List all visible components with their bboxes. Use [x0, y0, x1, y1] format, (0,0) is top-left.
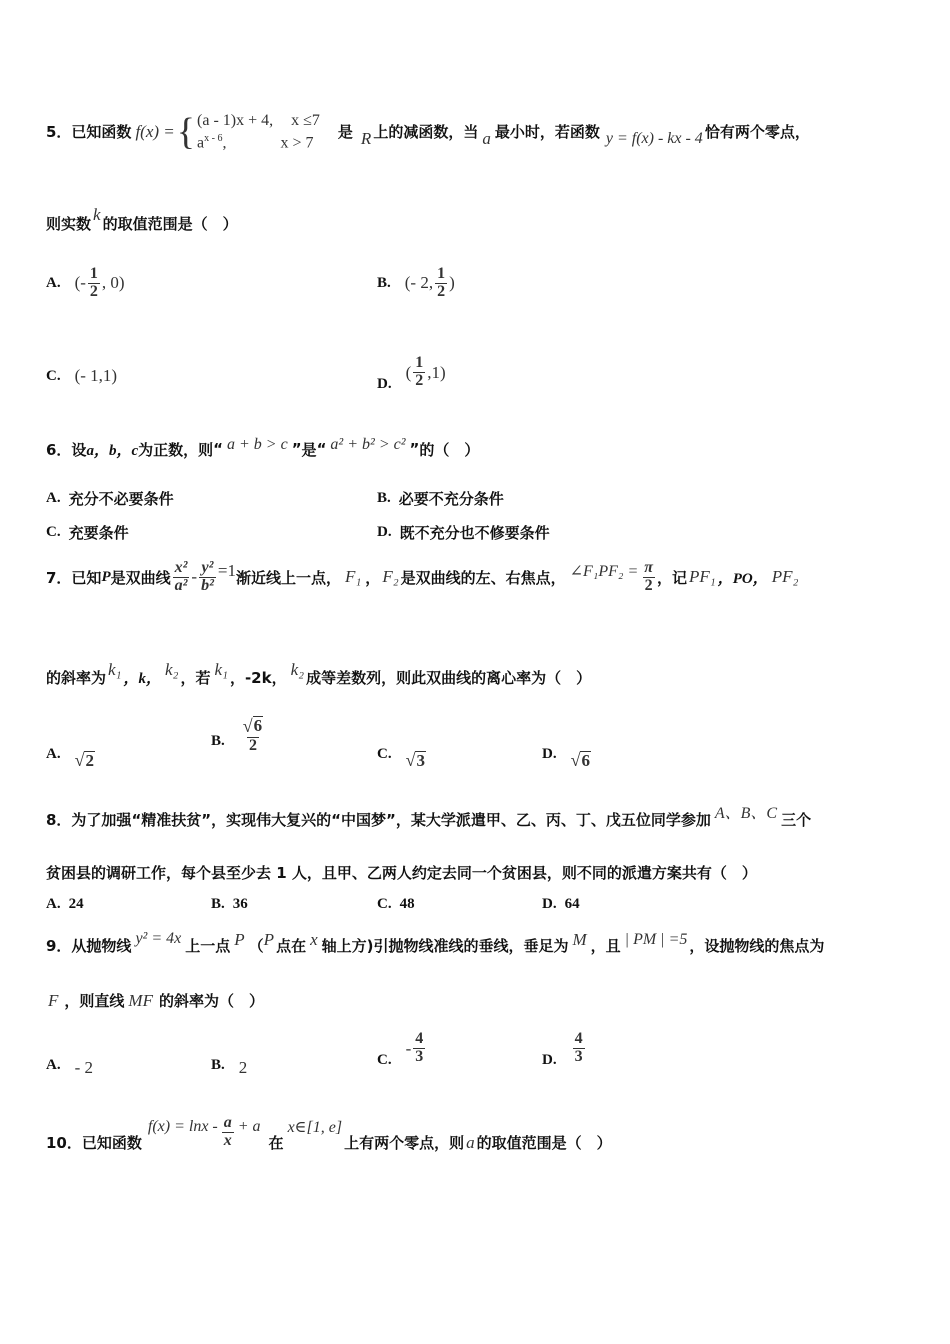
- frac-num: 1: [415, 354, 424, 372]
- q5-k: k: [93, 205, 101, 224]
- q6-option-b[interactable]: [377, 488, 504, 509]
- q7-F1: F₁: [345, 567, 362, 587]
- q5-text1: 是: [337, 123, 353, 142]
- q5-option-c[interactable]: [46, 366, 117, 386]
- option-label: A.: [46, 746, 61, 762]
- q8-line2-text: 贫困县的调研工作，每个县至少去 1 人，且甲、乙两人约定去同一个贫困县，则不同的派遣方案共有（ ）: [46, 864, 757, 882]
- q9-text6: ，设抛物线的焦点为: [689, 936, 825, 955]
- q5-intro: 5．已知函数: [46, 123, 132, 142]
- q10-text2: 上有两个零点，则: [344, 1134, 465, 1152]
- q9-intro: 9．从抛物线: [46, 936, 132, 955]
- q7-intro: 7．已知: [46, 568, 102, 587]
- radical-sign: √: [405, 750, 416, 770]
- q7-a-sqrt: [75, 750, 95, 771]
- q7-stem-line1: [46, 560, 798, 595]
- q9-c-fraction: [413, 1031, 425, 1066]
- q7-line2-text-c: ，-2k，: [229, 668, 287, 687]
- q7-text2: 渐近线上一点，: [235, 568, 341, 587]
- q9-F: F: [48, 990, 59, 1010]
- q5-a-pre: (-: [74, 273, 86, 293]
- option-label: A.: [46, 274, 61, 291]
- frac-den: 2: [248, 736, 257, 754]
- q5-text4: 恰有两个零点，: [704, 123, 810, 142]
- q7-k1: k₁: [108, 660, 122, 679]
- q7-F2: F₂: [382, 567, 399, 587]
- frac-num: a: [223, 1114, 232, 1132]
- frac-num: [241, 716, 265, 737]
- q8-stem-line1: [46, 800, 811, 839]
- q6-text1: 为正数，则: [138, 440, 214, 459]
- q7-pi-over-2: [642, 560, 655, 595]
- q5-piece1-cond: x ≤7: [291, 112, 320, 129]
- q9-M: M: [572, 930, 587, 949]
- option-text: 充要条件: [68, 524, 129, 542]
- q9-text1: 上一点: [185, 936, 231, 955]
- q9-MF: MF: [128, 990, 153, 1010]
- radical-sign: √: [74, 750, 85, 770]
- q6-text3: 的（ ）: [419, 440, 480, 459]
- radicand: 6: [581, 751, 590, 771]
- q7-PO: ，PO，: [717, 570, 768, 587]
- frac-num: 4: [415, 1030, 424, 1048]
- q5-option-a[interactable]: [46, 266, 125, 301]
- q6-rquote1: ”: [291, 440, 302, 458]
- q5-piece2-base: a: [197, 133, 205, 151]
- q5-line2-text-b: 的取值范围是（ ）: [102, 214, 238, 233]
- option-label: C.: [377, 896, 392, 912]
- q5-stem-line2: [46, 205, 238, 241]
- q8-option-b[interactable]: [211, 896, 248, 913]
- option-label: A.: [46, 896, 61, 912]
- frac-den: 2: [644, 576, 653, 594]
- q7-PF1: PF₁: [689, 567, 716, 587]
- option-label: C.: [377, 746, 392, 762]
- frac-num: y²: [201, 559, 214, 576]
- q5-a: a: [482, 128, 491, 148]
- q6-stem: [46, 436, 479, 462]
- q7-eq1: =1: [217, 561, 236, 581]
- q6-cond1: a + b > c: [226, 436, 288, 453]
- q5-piecewise: [197, 110, 320, 154]
- q5-d-post: ,1): [427, 362, 446, 382]
- q10-a: a: [466, 1132, 475, 1152]
- q9-option-b[interactable]: [211, 1052, 247, 1078]
- q6-rquote2: ”: [409, 440, 420, 458]
- frac-den: a²: [174, 576, 188, 594]
- q5-text2: 上的减函数，当: [373, 123, 479, 142]
- q5-piece2-exp: x - 6: [204, 132, 223, 144]
- radicand: 6: [253, 716, 263, 735]
- q9-text4: 轴上方)引抛物线准线的垂线，垂足为: [321, 936, 569, 955]
- option-label: B.: [211, 1056, 225, 1073]
- frac-den: 3: [574, 1048, 583, 1065]
- q7-line2-text-b: ，若: [180, 668, 211, 687]
- q9-option-a[interactable]: [46, 1052, 93, 1078]
- q7-c-sqrt: [406, 750, 426, 771]
- q7-b-fraction: [241, 716, 265, 754]
- q8-line1-end: 三个: [781, 811, 812, 829]
- q10-text3: 的取值范围是（ ）: [476, 1134, 612, 1152]
- frac-den: 3: [415, 1048, 424, 1065]
- q5-b-pre: (- 2,: [404, 273, 434, 293]
- q7-k1-again: k₁: [214, 660, 228, 679]
- q6-lquote1: “: [213, 440, 223, 458]
- q10-function-b: + a: [237, 1117, 261, 1135]
- q8-stem-line2: [46, 862, 757, 883]
- q9-stem-line2: [46, 990, 264, 1011]
- q9-line2-text-b: 的斜率为（ ）: [158, 992, 264, 1010]
- q8-option-d[interactable]: [542, 896, 580, 913]
- q5-function-name: f(x) =: [135, 121, 175, 141]
- q6-option-a[interactable]: [46, 488, 174, 509]
- q5-piece2: [197, 132, 320, 154]
- frac-num: 1: [89, 265, 98, 282]
- option-label: A.: [46, 1056, 61, 1073]
- q5-d-pre: (: [405, 362, 412, 382]
- q5-d-fraction: [413, 355, 425, 390]
- q6-option-d[interactable]: [377, 522, 550, 543]
- q8-option-a[interactable]: [46, 896, 84, 913]
- q7-d-sqrt: [571, 750, 591, 771]
- q9-option-d[interactable]: [542, 1028, 587, 1069]
- option-label: D.: [377, 376, 392, 392]
- q9-pm: | PM | =5: [624, 931, 688, 948]
- radicand: 3: [416, 751, 425, 771]
- frac-num: 1: [437, 265, 446, 282]
- q9-text2: （: [248, 936, 264, 955]
- q7-line2-text-d: 成等差数列，则此双曲线的离心率为（ ）: [306, 668, 592, 687]
- q7-P: P: [101, 568, 111, 585]
- option-text: 64: [564, 896, 580, 912]
- option-label: A.: [46, 490, 61, 506]
- option-text: 48: [399, 896, 415, 912]
- frac-num: x²: [174, 559, 188, 576]
- option-label: D.: [377, 524, 392, 540]
- q5-line2-text-a: 则实数: [46, 214, 92, 233]
- q7-minus: -: [191, 567, 198, 587]
- q7-text1: 是双曲线: [110, 568, 171, 587]
- q5-piece2-cond: x > 7: [280, 133, 314, 151]
- q7-option-d[interactable]: [542, 738, 591, 771]
- q9-text5: ，且: [590, 936, 621, 955]
- option-label: C.: [46, 367, 61, 384]
- radical-sign: √: [570, 750, 581, 770]
- q7-option-b[interactable]: [211, 716, 267, 754]
- option-text: 必要不充分条件: [398, 490, 504, 508]
- q9-parabola: y² = 4x: [135, 930, 182, 947]
- option-text: - 2: [74, 1058, 94, 1077]
- q6-text2: 是: [301, 440, 317, 459]
- option-label: B.: [377, 274, 391, 291]
- q10-intro: 10．已知函数: [46, 1134, 142, 1152]
- q5-c-text: (- 1,1): [74, 366, 118, 385]
- frac-den: 2: [89, 282, 98, 300]
- q7-x2-over-a2: [173, 560, 190, 595]
- option-label: C.: [377, 1052, 392, 1068]
- q9-P-again: P: [263, 930, 275, 949]
- q7-b-sqrt: [243, 716, 263, 736]
- q6-lquote2: “: [316, 440, 327, 458]
- q6-cond2: a² + b² > c²: [330, 436, 406, 453]
- q5-piece1: [197, 110, 320, 132]
- q8-line1-text: 8．为了加强“精准扶贫”，实现伟大复兴的“中国梦”，某大学派遣甲、乙、丙、丁、戊五位同学参加: [46, 811, 711, 829]
- q10-stem: [46, 1112, 612, 1153]
- q7-text4: ，记: [657, 568, 688, 587]
- q5-piece2-comma: ,: [222, 133, 227, 151]
- q7-k2: k₂: [165, 660, 179, 679]
- frac-num: 4: [574, 1030, 583, 1048]
- option-label: C.: [46, 524, 61, 540]
- q9-stem-line1: [46, 930, 824, 960]
- q7-comma: ，: [365, 568, 381, 587]
- option-label: D.: [542, 896, 557, 912]
- option-label: D.: [542, 746, 557, 762]
- option-label: B.: [211, 732, 225, 749]
- q10-function-a: f(x) = lnx -: [147, 1117, 218, 1135]
- q10-a-over-x: [222, 1115, 234, 1150]
- q5-g-function: y = f(x) - kx - 4: [605, 129, 703, 147]
- q9-line2-text-a: ，则直线: [64, 992, 125, 1010]
- q9-text3: 点在: [276, 936, 307, 955]
- option-label: B.: [211, 896, 225, 912]
- frac-num: π: [644, 559, 654, 576]
- frac-den: 2: [437, 282, 446, 300]
- q8-option-c[interactable]: [377, 896, 415, 913]
- option-text: 充分不必要条件: [68, 490, 174, 508]
- q7-y2-over-b2: [199, 560, 216, 595]
- q7-stem-line2: [46, 660, 591, 694]
- q5-option-d[interactable]: [377, 352, 446, 393]
- q7-k: ，k，: [123, 670, 161, 687]
- q5-b-fraction: [435, 266, 447, 301]
- q7-option-c[interactable]: [377, 738, 426, 771]
- option-text: 24: [68, 896, 84, 912]
- q5-text3: 最小时，若函数: [494, 123, 600, 142]
- q5-b-post: ): [449, 273, 455, 293]
- q7-option-a[interactable]: [46, 738, 95, 771]
- frac-den: b²: [201, 576, 214, 594]
- q7-k2-again: k₂: [290, 660, 305, 679]
- q5-brace: {: [176, 110, 196, 153]
- q6-option-c[interactable]: [46, 522, 129, 543]
- q5-a-fraction: [88, 266, 100, 301]
- q6-intro: 6．设: [46, 440, 87, 459]
- q8-abc: A、B、C: [714, 805, 778, 822]
- q9-P: P: [234, 930, 245, 949]
- q7-PF2: PF₂: [771, 567, 799, 587]
- q10-text1: 在: [268, 1134, 284, 1152]
- q9-option-c[interactable]: [377, 1028, 427, 1069]
- frac-den: x: [223, 1132, 232, 1149]
- option-text: 既不充分也不修要条件: [399, 524, 550, 542]
- q7-text3: 是双曲线的左、右焦点，: [400, 568, 566, 587]
- q5-R: R: [360, 128, 372, 148]
- q5-stem-line1: [46, 110, 810, 154]
- option-text: 36: [232, 896, 248, 912]
- option-text: 2: [238, 1058, 248, 1077]
- frac-den: 2: [415, 372, 424, 389]
- q7-line2-text-a: 的斜率为: [46, 668, 107, 687]
- option-label: B.: [377, 490, 391, 506]
- q5-piece1-expr: (a - 1)x + 4,: [197, 112, 274, 129]
- q6-vars: a，b，c: [86, 442, 139, 459]
- q5-a-post: , 0): [101, 273, 125, 293]
- radical-sign: √: [242, 715, 253, 736]
- radicand: 2: [85, 751, 94, 771]
- q9-d-fraction: [573, 1031, 585, 1066]
- q7-angle: ∠F₁PF₂ =: [569, 563, 639, 581]
- option-label: D.: [542, 1052, 557, 1068]
- q9-x: x: [310, 930, 318, 949]
- q5-option-b[interactable]: [377, 266, 455, 301]
- q9-c-minus: -: [405, 1038, 412, 1058]
- q10-domain: x∈[1, e]: [287, 1118, 343, 1136]
